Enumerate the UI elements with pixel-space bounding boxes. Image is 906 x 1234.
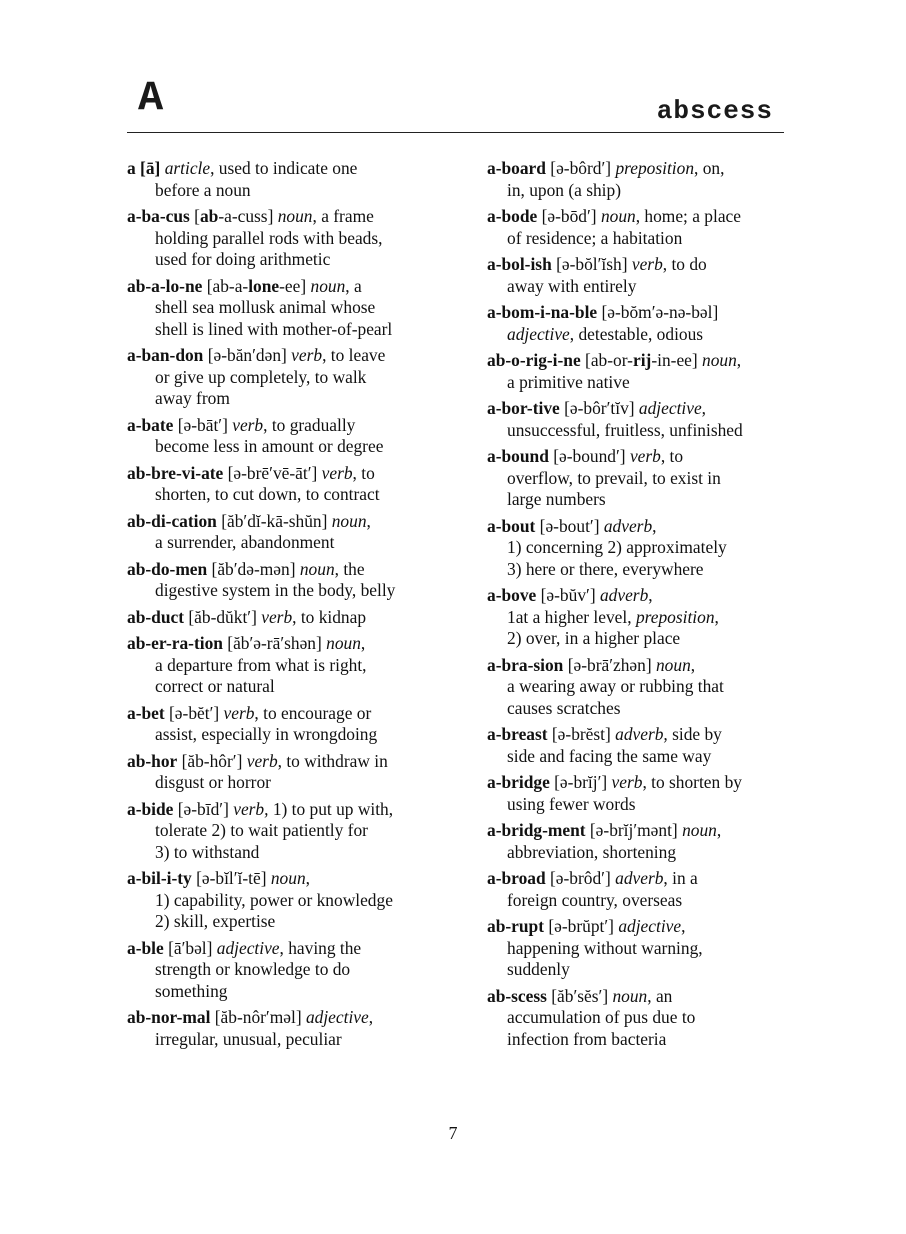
definition-text: shell is lined with mother-of-pearl xyxy=(155,318,393,339)
entry-first-line xyxy=(127,415,457,437)
definition-text: [ə-bŏm′ə-nə-bəl] xyxy=(597,302,719,322)
definition-text: used for doing arithmetic xyxy=(155,249,331,269)
part-of-speech: noun xyxy=(277,206,313,226)
definition-text: , detestable, odious xyxy=(569,323,704,344)
part-of-speech: verb xyxy=(321,462,353,483)
entry-first-line xyxy=(127,511,457,533)
definition-text: [ə-brôd′] xyxy=(545,868,616,888)
part-of-speech: adverb, xyxy=(615,724,668,744)
definition-text: [ə-bĭl′ĭ-tē] xyxy=(191,868,271,888)
definition-text: , to encourage or xyxy=(254,702,372,723)
definition-text: a primitive native xyxy=(507,371,630,392)
dictionary-entry xyxy=(127,158,457,201)
dictionary-entry xyxy=(487,655,807,720)
entry-continuation-line xyxy=(487,324,807,346)
definition-text: foreign country, overseas xyxy=(507,889,683,910)
definition-text: , to xyxy=(352,462,375,483)
entry-continuation-line xyxy=(127,842,457,864)
part-of-speech: adjective xyxy=(305,1007,369,1027)
headword: rij xyxy=(632,350,652,370)
dictionary-entry xyxy=(487,516,807,581)
entry-continuation-line xyxy=(487,276,807,298)
headword: a-bil-i-ty xyxy=(127,868,192,888)
definition-text: , on, xyxy=(694,158,725,178)
definition-text: , to gradually xyxy=(263,414,356,435)
entry-continuation-line xyxy=(127,319,457,341)
definition-text: [ə-brĭj′] xyxy=(549,772,612,792)
definition-text: holding parallel rods with beads, xyxy=(155,227,383,248)
definition-text: [ə-bout′] xyxy=(535,515,604,536)
dictionary-entry xyxy=(127,938,457,1003)
definition-text: something xyxy=(155,980,228,1001)
definition-text: shell sea mollusk animal whose xyxy=(155,297,376,317)
entry-continuation-line xyxy=(487,959,807,981)
definition-text: 3) here or there, everywhere xyxy=(507,558,704,579)
definition-text: [ab-or- xyxy=(580,350,633,370)
entry-first-line xyxy=(127,1007,457,1029)
entry-first-line xyxy=(127,206,457,228)
entry-first-line xyxy=(127,868,457,890)
definition-text: , to leave xyxy=(322,345,386,365)
definition-text: 1at a higher level, xyxy=(507,606,636,627)
part-of-speech: noun xyxy=(270,868,306,888)
part-of-speech: verb xyxy=(629,446,661,466)
headword: ab-bre-vi-ate xyxy=(127,462,224,483)
part-of-speech: adjective xyxy=(618,916,682,936)
definition-text: -ee] xyxy=(279,275,311,296)
definition-text: , to do xyxy=(662,254,707,274)
part-of-speech: verb xyxy=(631,254,663,274)
entry-first-line xyxy=(127,559,457,581)
dictionary-entry xyxy=(127,511,457,554)
definition-text: , xyxy=(648,585,653,605)
dictionary-entry xyxy=(127,463,457,506)
definition-text: , xyxy=(701,398,707,418)
entry-first-line xyxy=(127,938,457,960)
entry-first-line xyxy=(127,607,457,629)
definition-text: , xyxy=(652,515,657,536)
definition-text: , a xyxy=(345,275,362,296)
definition-text: , to withdraw in xyxy=(277,750,388,771)
headword: a-bout xyxy=(487,515,536,536)
definition-text: or give up completely, to walk xyxy=(155,366,367,387)
dictionary-entry xyxy=(127,276,457,341)
headword: a-broad xyxy=(487,868,546,888)
entry-first-line xyxy=(487,446,807,468)
dictionary-entry xyxy=(127,206,457,271)
entry-continuation-line xyxy=(127,436,457,458)
entry-first-line xyxy=(487,206,807,228)
entry-first-line xyxy=(487,350,807,372)
headword: ab-scess xyxy=(487,985,547,1006)
headword: a-bra-sion xyxy=(487,654,564,675)
definition-text: , to shorten by xyxy=(642,772,742,792)
definition-text: [ə-brĭj′mənt] xyxy=(585,820,683,840)
definition-text: 1) to put up with, xyxy=(268,798,394,819)
dictionary-entry xyxy=(127,703,457,746)
definition-text: [ə-brā′zhən] xyxy=(563,654,656,675)
headword: ab-do-men xyxy=(127,558,208,579)
dictionary-entry xyxy=(487,446,807,511)
headword: ab-hor xyxy=(127,750,178,771)
headword: a-bide xyxy=(127,798,174,819)
definition-text: , the xyxy=(334,558,365,579)
entry-continuation-line xyxy=(127,820,457,842)
definition-text: [ăb-dŭkt′] xyxy=(184,606,262,627)
definition-text: happening without warning, xyxy=(507,937,703,958)
entry-continuation-line xyxy=(127,890,457,912)
definition-text: [ə-brĕst] xyxy=(547,724,616,744)
part-of-speech: noun xyxy=(326,633,361,653)
headword: a-bridge xyxy=(487,772,550,792)
entry-first-line xyxy=(487,772,807,794)
entry-first-line xyxy=(127,463,457,485)
dictionary-entry xyxy=(127,345,457,410)
definition-text: infection from bacteria xyxy=(507,1028,667,1049)
entry-continuation-line xyxy=(127,580,457,602)
entry-continuation-line xyxy=(487,676,807,698)
headword: [ā] xyxy=(140,158,161,178)
part-of-speech: noun xyxy=(655,654,691,675)
definition-text: [ăb′dĭ-kā-shŭn] xyxy=(216,510,332,531)
part-of-speech: adjective xyxy=(638,398,702,418)
entry-first-line xyxy=(487,302,807,324)
entry-continuation-line xyxy=(127,772,457,794)
part-of-speech: verb xyxy=(611,772,643,792)
entry-continuation-line xyxy=(127,981,457,1003)
entry-first-line xyxy=(487,724,807,746)
part-of-speech: noun xyxy=(600,206,636,226)
entry-first-line xyxy=(127,276,457,298)
entry-first-line xyxy=(487,398,807,420)
definition-text: [ā′bəl] xyxy=(163,937,217,958)
definition-text: digestive system in the body, belly xyxy=(155,580,396,600)
dictionary-entry xyxy=(487,724,807,767)
dictionary-entry xyxy=(127,607,457,629)
headword: a-board xyxy=(487,158,546,178)
entry-continuation-line xyxy=(127,1029,457,1051)
entry-continuation-line xyxy=(127,367,457,389)
entry-continuation-line xyxy=(127,297,457,319)
definition-text: [ə-bŏl′ĭsh] xyxy=(551,254,632,274)
part-of-speech: verb xyxy=(223,702,255,723)
dictionary-entry xyxy=(487,206,807,249)
definition-text: of residence; a habitation xyxy=(507,227,683,248)
entry-continuation-line xyxy=(487,537,807,559)
entry-continuation-line xyxy=(487,420,807,442)
definition-text: [ə-brē′vē-āt′] xyxy=(223,462,322,483)
left-column xyxy=(127,158,457,1055)
entry-first-line xyxy=(127,633,457,655)
entry-continuation-line xyxy=(127,180,457,202)
dictionary-entry xyxy=(487,916,807,981)
definition-text: [ə-brŭpt′] xyxy=(544,916,619,936)
definition-text: [ăb-nôr′məl] xyxy=(210,1007,306,1027)
definition-text: correct or natural xyxy=(155,676,275,696)
headword: ab-a-lo-ne xyxy=(127,275,203,296)
headword: a-bove xyxy=(487,585,537,605)
definition-text: 3) to withstand xyxy=(155,841,260,862)
section-letter: A xyxy=(138,74,164,122)
part-of-speech: noun xyxy=(702,350,737,370)
entry-first-line xyxy=(487,655,807,677)
definition-text: [ə-bōd′] xyxy=(537,206,601,226)
headword: ab-o-rig-i-ne xyxy=(487,350,581,370)
part-of-speech: noun xyxy=(299,558,335,579)
part-of-speech: preposition xyxy=(615,158,695,178)
entry-first-line xyxy=(487,868,807,890)
headword: a-bor-tive xyxy=(487,398,560,418)
headword: ab-rupt xyxy=(487,916,545,936)
entry-continuation-line xyxy=(487,794,807,816)
entry-continuation-line xyxy=(487,489,807,511)
entry-first-line xyxy=(127,703,457,725)
dictionary-entry xyxy=(127,1007,457,1050)
definition-text: , xyxy=(305,868,310,888)
headword: ab-di-cation xyxy=(127,510,217,531)
definition-text: suddenly xyxy=(507,959,570,979)
entry-first-line xyxy=(487,585,807,607)
headword: a-bound xyxy=(487,446,549,466)
headword: ab xyxy=(199,206,219,226)
definition-text: causes scratches xyxy=(507,697,621,718)
part-of-speech: verb xyxy=(291,345,323,365)
dictionary-entry xyxy=(127,415,457,458)
headword: a-bol-ish xyxy=(487,254,552,274)
part-of-speech: noun xyxy=(310,275,346,296)
headword: lone xyxy=(248,275,280,296)
entry-continuation-line xyxy=(487,468,807,490)
header-rule xyxy=(127,132,784,133)
definition-text: large numbers xyxy=(507,489,606,509)
definition-text: -in-ee] xyxy=(651,350,703,370)
definition-text: a wearing away or rubbing that xyxy=(507,676,724,696)
entry-continuation-line xyxy=(127,484,457,506)
entry-continuation-line xyxy=(487,890,807,912)
definition-text: [ăb-hôr′] xyxy=(177,750,247,771)
part-of-speech: noun xyxy=(682,820,717,840)
definition-text: [ăb′sĕs′] xyxy=(546,985,613,1006)
entry-first-line xyxy=(487,916,807,938)
headword: ab-nor-mal xyxy=(127,1007,211,1027)
definition-text: , a frame xyxy=(312,206,374,226)
definition-text: , to xyxy=(660,446,684,466)
definition-text: [ăb′də-mən] xyxy=(207,558,300,579)
definition-text: [ə-bŭv′] xyxy=(536,585,600,605)
dictionary-entry xyxy=(487,772,807,815)
definition-text: , xyxy=(360,633,366,653)
definition-text: 2) skill, expertise xyxy=(155,911,276,931)
dictionary-entry xyxy=(127,868,457,933)
entry-continuation-line xyxy=(127,724,457,746)
definition-text: , xyxy=(368,1007,374,1027)
definition-text: assist, especially in wrongdoing xyxy=(155,724,378,744)
headword: a-breast xyxy=(487,724,548,744)
dictionary-entry xyxy=(127,559,457,602)
part-of-speech: preposition xyxy=(635,606,715,627)
definition-text: , xyxy=(716,820,722,840)
headword: ab-duct xyxy=(127,606,185,627)
entry-continuation-line xyxy=(487,559,807,581)
part-of-speech: adverb xyxy=(603,515,653,536)
headword: a-bet xyxy=(127,702,165,723)
definition-text: [ xyxy=(189,206,200,226)
definition-text: become less in amount or degree xyxy=(155,436,384,456)
headword: a-ble xyxy=(127,937,164,958)
entry-continuation-line xyxy=(487,746,807,768)
entry-continuation-line xyxy=(487,372,807,394)
entry-first-line xyxy=(127,751,457,773)
entry-continuation-line xyxy=(487,938,807,960)
dictionary-entry xyxy=(487,350,807,393)
definition-text: side and facing the same way xyxy=(507,745,712,766)
definition-text: , xyxy=(736,350,742,370)
dictionary-entry xyxy=(487,986,807,1051)
entry-first-line xyxy=(127,158,457,180)
entry-continuation-line xyxy=(487,842,807,864)
part-of-speech: adverb xyxy=(599,585,649,605)
dictionary-entry xyxy=(487,254,807,297)
entry-continuation-line xyxy=(127,228,457,250)
guide-word: abscess xyxy=(656,96,773,126)
definition-text: accumulation of pus due to xyxy=(507,1007,696,1027)
entry-first-line xyxy=(487,820,807,842)
part-of-speech: verb xyxy=(232,414,264,435)
headword: a-bridg-ment xyxy=(487,820,586,840)
definition-text: overflow, to prevail, to exist in xyxy=(507,467,721,488)
definition-text: , xyxy=(366,510,371,531)
definition-text: abbreviation, shortening xyxy=(507,841,677,862)
definition-text: using fewer words xyxy=(507,793,636,814)
dictionary-entry xyxy=(487,302,807,345)
dictionary-entry xyxy=(127,751,457,794)
entry-continuation-line xyxy=(127,911,457,933)
definition-text: , in a xyxy=(663,868,698,888)
headword: a-bate xyxy=(127,414,174,435)
entry-continuation-line xyxy=(487,628,807,650)
headword: a-bom-i-na-ble xyxy=(487,302,598,322)
definition-text: strength or knowledge to do xyxy=(155,959,351,979)
definition-text: 1) capability, power or knowledge xyxy=(155,889,393,910)
definition-text: -a-cuss] xyxy=(218,206,278,226)
entry-first-line xyxy=(487,158,807,180)
definition-text: , xyxy=(714,606,719,627)
dictionary-entry xyxy=(127,633,457,698)
entry-first-line xyxy=(487,516,807,538)
definition-text: away from xyxy=(155,388,230,408)
definition-text: 1) concerning 2) approximately xyxy=(507,537,727,557)
dictionary-entry xyxy=(487,585,807,650)
part-of-speech: verb xyxy=(261,606,293,627)
entry-continuation-line xyxy=(487,228,807,250)
part-of-speech: adverb xyxy=(615,868,664,888)
part-of-speech: noun xyxy=(612,985,648,1006)
dictionary-entry xyxy=(487,158,807,201)
definition-text: , having the xyxy=(279,937,362,958)
definition-text: [ə-băn′dən] xyxy=(203,345,292,365)
right-column xyxy=(487,158,807,1055)
entry-continuation-line xyxy=(487,1029,807,1051)
dictionary-entry xyxy=(487,398,807,441)
headword: ab-er-ra-tion xyxy=(127,633,223,653)
definition-text: a surrender, abandonment xyxy=(155,532,335,552)
entry-continuation-line xyxy=(487,607,807,629)
entry-first-line xyxy=(127,345,457,367)
definition-text: 2) over, in a higher place xyxy=(507,628,681,648)
part-of-speech: adjective xyxy=(507,323,570,344)
definition-text: a departure from what is right, xyxy=(155,654,367,675)
definition-text: , used to indicate one xyxy=(210,158,358,178)
part-of-speech: adjective xyxy=(216,937,280,958)
part-of-speech: verb xyxy=(246,750,278,771)
entry-continuation-line xyxy=(487,698,807,720)
entry-continuation-line xyxy=(487,1007,807,1029)
definition-text: in, upon (a ship) xyxy=(507,179,621,200)
entry-first-line xyxy=(127,799,457,821)
headword: a xyxy=(127,158,141,178)
part-of-speech: article xyxy=(164,158,211,178)
definition-text: tolerate 2) to wait patiently for xyxy=(155,820,368,840)
definition-text: irregular, unusual, peculiar xyxy=(155,1028,342,1049)
definition-text: [ăb′ə-rā′shən] xyxy=(222,633,327,653)
dictionary-entry xyxy=(487,820,807,863)
headword: a-ban-don xyxy=(127,345,204,365)
definition-text: [ab-a- xyxy=(202,275,249,296)
definition-text: , xyxy=(690,654,696,675)
definition-text: , home; a place xyxy=(635,206,741,226)
definition-text: , an xyxy=(647,985,673,1006)
entry-continuation-line xyxy=(127,388,457,410)
definition-text: , xyxy=(681,916,686,936)
entry-continuation-line xyxy=(487,180,807,202)
definition-text: [ə-bound′] xyxy=(548,446,630,466)
definition-text: [ə-bīd′] xyxy=(173,798,234,819)
definition-text: , to kidnap xyxy=(292,606,367,627)
definition-text: [ə-bôrd′] xyxy=(545,158,616,178)
definition-text: side by xyxy=(667,724,722,744)
entry-continuation-line xyxy=(127,676,457,698)
headword: a-ba-cus xyxy=(127,206,190,226)
dictionary-entry xyxy=(127,799,457,864)
definition-text: unsuccessful, fruitless, unfinished xyxy=(507,419,743,440)
entry-continuation-line xyxy=(127,959,457,981)
part-of-speech: noun xyxy=(331,510,367,531)
dictionary-entry xyxy=(487,868,807,911)
part-of-speech: verb, xyxy=(233,798,269,819)
definition-text: shorten, to cut down, to contract xyxy=(155,484,380,504)
entry-continuation-line xyxy=(127,532,457,554)
headword: a-bode xyxy=(487,206,538,226)
entry-first-line xyxy=(487,986,807,1008)
entry-continuation-line xyxy=(127,249,457,271)
entry-continuation-line xyxy=(127,655,457,677)
definition-text: [ə-bāt′] xyxy=(173,414,233,435)
definition-text: away with entirely xyxy=(507,275,637,296)
definition-text: [ə-bôr′tĭv] xyxy=(559,398,639,418)
definition-text: [ə-bĕt′] xyxy=(164,702,224,723)
definition-text: before a noun xyxy=(155,179,251,200)
page-number: 7 xyxy=(448,1123,458,1143)
definition-text: disgust or horror xyxy=(155,772,271,792)
entry-first-line xyxy=(487,254,807,276)
